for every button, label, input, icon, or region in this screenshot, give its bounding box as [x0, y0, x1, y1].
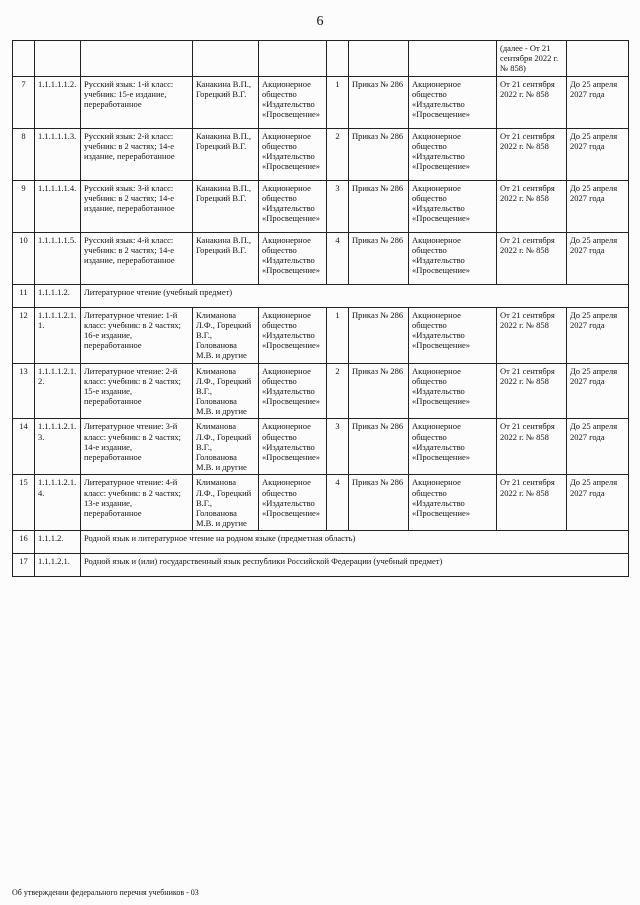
- row-authors: Канакина В.П., Горецкий В.Г.: [193, 232, 259, 284]
- row-authors: Канакина В.П., Горецкий В.Г.: [193, 180, 259, 232]
- row-publisher: Акционерное общество «Издательство «Просвещение»: [259, 363, 327, 419]
- row-authors: Канакина В.П., Горецкий В.Г.: [193, 128, 259, 180]
- row-authors: Климанова Л.Ф., Горецкий В.Г., Голованова М.В. и другие: [193, 363, 259, 419]
- row-until: До 25 апреля 2027 года: [567, 232, 629, 284]
- row-number: 13: [13, 363, 35, 419]
- table-row: [13, 180, 629, 232]
- row-publisher: Акционерное общество «Издательство «Просвещение»: [259, 128, 327, 180]
- row-code: 1.1.1.1.2.1.4.: [35, 475, 81, 531]
- row-title: Литературное чтение: 4-й класс: учебник: в 2 частях; 13-е издание, переработанное: [81, 475, 193, 531]
- row-title: Литературное чтение: 1-й класс: учебник: в 2 частях; 16-е издание, переработанное: [81, 307, 193, 363]
- row-code: 1.1.1.1.1.3.: [35, 128, 81, 180]
- section-number: 16: [13, 531, 35, 554]
- row-approved: От 21 сентября 2022 г. № 858: [497, 76, 567, 128]
- table-row: [13, 307, 629, 363]
- row-code: 1.1.1.1.1.2.: [35, 76, 81, 128]
- page-number: 6: [316, 14, 324, 29]
- row-order-number: 3: [327, 180, 349, 232]
- row-until: До 25 апреля 2027 года: [567, 475, 629, 531]
- row-order: Приказ № 286: [349, 363, 409, 419]
- table-row: [13, 363, 629, 419]
- row-authors: Климанова Л.Ф., Горецкий В.Г., Голованова М.В. и другие: [193, 475, 259, 531]
- row-approved: От 21 сентября 2022 г. № 858: [497, 307, 567, 363]
- row-until: До 25 апреля 2027 года: [567, 180, 629, 232]
- table-row: [13, 232, 629, 284]
- row-approved: От 21 сентября 2022 г. № 858: [497, 180, 567, 232]
- row-publisher: Акционерное общество «Издательство «Просвещение»: [259, 475, 327, 531]
- section-code: 1.1.1.1.2.: [35, 284, 81, 307]
- row-authors: Климанова Л.Ф., Горецкий В.Г., Голованова М.В. и другие: [193, 419, 259, 475]
- row-authors: Канакина В.П., Горецкий В.Г.: [193, 76, 259, 128]
- section-row: [13, 284, 629, 307]
- row-title: Литературное чтение: 2-й класс: учебник: в 2 частях; 15-е издание, переработанное: [81, 363, 193, 419]
- section-code: 1.1.1.2.1.: [35, 554, 81, 577]
- row-publisher-2: Акционерное общество «Издательство «Просвещение»: [409, 363, 497, 419]
- table-row: [13, 475, 629, 531]
- row-order: Приказ № 286: [349, 232, 409, 284]
- continuation-row: [13, 41, 629, 77]
- row-number: 10: [13, 232, 35, 284]
- footer-note: Об утверждении федерального перечня учебников - 03: [12, 888, 199, 897]
- row-publisher: Акционерное общество «Издательство «Просвещение»: [259, 307, 327, 363]
- row-publisher-2: Акционерное общество «Издательство «Просвещение»: [409, 76, 497, 128]
- section-row: [13, 554, 629, 577]
- row-code: 1.1.1.1.1.4.: [35, 180, 81, 232]
- section-number: 17: [13, 554, 35, 577]
- row-order: Приказ № 286: [349, 475, 409, 531]
- row-approved: От 21 сентября 2022 г. № 858: [497, 128, 567, 180]
- row-approved: От 21 сентября 2022 г. № 858: [497, 232, 567, 284]
- row-publisher: Акционерное общество «Издательство «Просвещение»: [259, 232, 327, 284]
- row-publisher-2: Акционерное общество «Издательство «Просвещение»: [409, 475, 497, 531]
- row-until: До 25 апреля 2027 года: [567, 419, 629, 475]
- row-until: До 25 апреля 2027 года: [567, 363, 629, 419]
- row-until: До 25 апреля 2027 года: [567, 128, 629, 180]
- row-order: Приказ № 286: [349, 76, 409, 128]
- row-title: Русский язык: 1-й класс: учебник: 15-е издание, переработанное: [81, 76, 193, 128]
- row-order-number: 2: [327, 363, 349, 419]
- section-title: Литературное чтение (учебный предмет): [81, 284, 629, 307]
- section-number: 11: [13, 284, 35, 307]
- row-order-number: 1: [327, 76, 349, 128]
- row-number: 9: [13, 180, 35, 232]
- row-code: 1.1.1.1.1.5.: [35, 232, 81, 284]
- row-number: 7: [13, 76, 35, 128]
- row-publisher-2: Акционерное общество «Издательство «Просвещение»: [409, 419, 497, 475]
- approval-cont-cell: (далее - От 21 сентября 2022 г. № 858): [497, 41, 567, 77]
- textbook-table: [12, 40, 629, 577]
- row-order-number: 4: [327, 475, 349, 531]
- table-row: [13, 419, 629, 475]
- row-code: 1.1.1.1.2.1.2.: [35, 363, 81, 419]
- row-order: Приказ № 286: [349, 180, 409, 232]
- row-number: 15: [13, 475, 35, 531]
- row-code: 1.1.1.1.2.1.1.: [35, 307, 81, 363]
- section-code: 1.1.1.2.: [35, 531, 81, 554]
- section-title: Родной язык и литературное чтение на родном языке (предметная область): [81, 531, 629, 554]
- row-publisher: Акционерное общество «Издательство «Просвещение»: [259, 180, 327, 232]
- row-order-number: 1: [327, 307, 349, 363]
- row-publisher: Акционерное общество «Издательство «Просвещение»: [259, 419, 327, 475]
- row-number: 14: [13, 419, 35, 475]
- row-publisher-2: Акционерное общество «Издательство «Просвещение»: [409, 307, 497, 363]
- row-title: Русский язык: 2-й класс: учебник: в 2 частях; 14-е издание, переработанное: [81, 128, 193, 180]
- row-title: Русский язык: 3-й класс: учебник: в 2 частях; 14-е издание, переработанное: [81, 180, 193, 232]
- row-order-number: 3: [327, 419, 349, 475]
- row-until: До 25 апреля 2027 года: [567, 307, 629, 363]
- row-approved: От 21 сентября 2022 г. № 858: [497, 419, 567, 475]
- row-until: До 25 апреля 2027 года: [567, 76, 629, 128]
- row-title: Русский язык: 4-й класс: учебник: в 2 частях; 14-е издание, переработанное: [81, 232, 193, 284]
- row-title: Литературное чтение: 3-й класс: учебник: в 2 частях; 14-е издание, переработанное: [81, 419, 193, 475]
- row-code: 1.1.1.1.2.1.3.: [35, 419, 81, 475]
- row-approved: От 21 сентября 2022 г. № 858: [497, 475, 567, 531]
- row-order: Приказ № 286: [349, 419, 409, 475]
- row-publisher-2: Акционерное общество «Издательство «Просвещение»: [409, 128, 497, 180]
- table-row: [13, 128, 629, 180]
- row-publisher-2: Акционерное общество «Издательство «Просвещение»: [409, 232, 497, 284]
- section-row: [13, 531, 629, 554]
- row-publisher-2: Акционерное общество «Издательство «Просвещение»: [409, 180, 497, 232]
- row-order: Приказ № 286: [349, 128, 409, 180]
- table-row: [13, 76, 629, 128]
- row-order-number: 2: [327, 128, 349, 180]
- row-number: 8: [13, 128, 35, 180]
- row-number: 12: [13, 307, 35, 363]
- row-order-number: 4: [327, 232, 349, 284]
- row-authors: Климанова Л.Ф., Горецкий В.Г., Голованова М.В. и другие: [193, 307, 259, 363]
- row-order: Приказ № 286: [349, 307, 409, 363]
- row-publisher: Акционерное общество «Издательство «Просвещение»: [259, 76, 327, 128]
- row-approved: От 21 сентября 2022 г. № 858: [497, 363, 567, 419]
- section-title: Родной язык и (или) государственный язык республики Российской Федерации (учебный предмет): [81, 554, 629, 577]
